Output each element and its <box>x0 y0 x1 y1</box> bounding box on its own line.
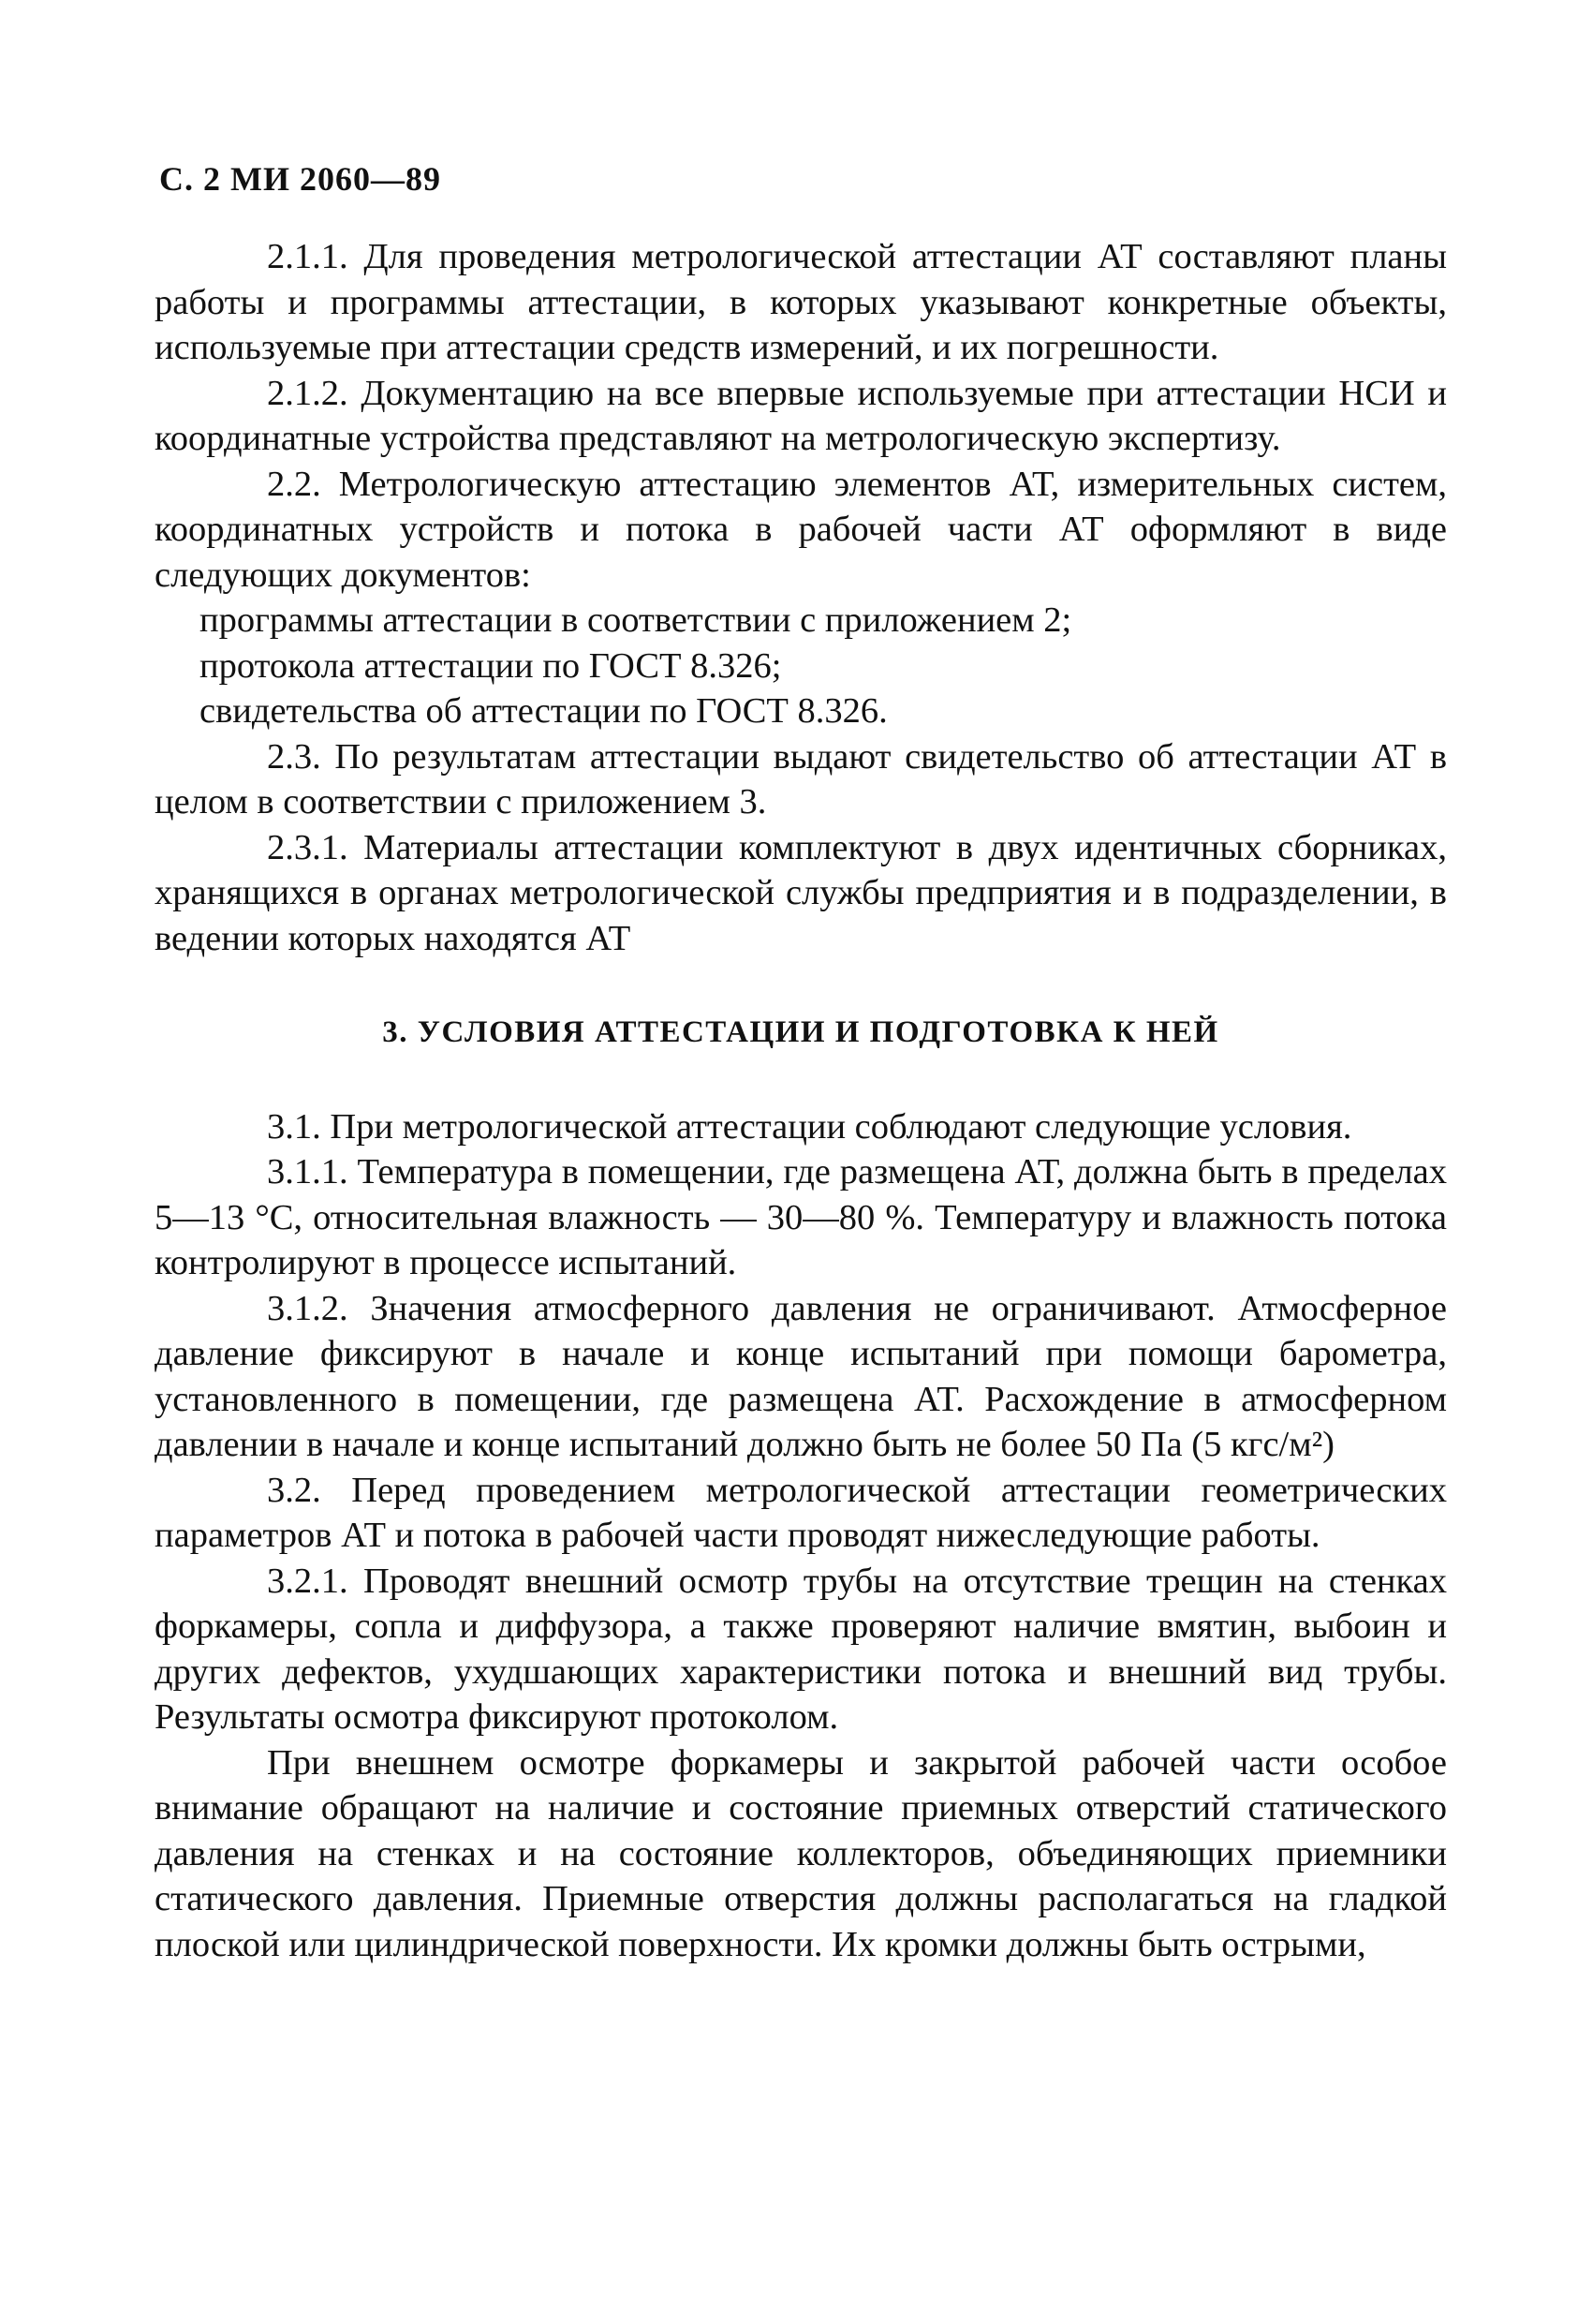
page-header: С. 2 МИ 2060—89 <box>159 160 441 198</box>
section-3-heading: 3. УСЛОВИЯ АТТЕСТАЦИИ И ПОДГОТОВКА К НЕЙ <box>382 1015 1219 1049</box>
paragraph-3-2: 3.2. Перед проведением метрологической аттестации геометрических параметров АТ и потока в рабочей части проводят нижеследующие работы. <box>155 1470 1447 1555</box>
paragraph-3-2-1: 3.2.1. Проводят внешний осмотр трубы на отсутствие трещин на стенках форкамеры, сопла и диффузора, а также проверяют наличие вмятин, выбоин и других дефектов, ухудшающих характеристики потока и внешний вид трубы. Результаты осмотра фиксируют протоколом. <box>155 1561 1447 1737</box>
paragraph-3-1-1: 3.1.1. Температура в помещении, где размещена АТ, должна быть в пределах 5—13 °С, относительная влажность — 30—80 %. Температуру и влажность потока контролируют в процессе испытаний. <box>155 1152 1447 1282</box>
document-body <box>155 234 1447 1967</box>
paragraph-3-1-2: 3.1.2. Значения атмосферного давления не ограничивают. Атмосферное давление фиксируют в начале и конце испытаний при помощи барометра, установленного в помещении, где размещена АТ. Расхождение в атмосферном давлении в начале и конце испытаний должно быть не более 50 Па (5 кгс/м²) <box>155 1288 1447 1464</box>
list-item-protocol: протокола аттестации по ГОСТ 8.326; <box>199 645 782 686</box>
paragraph-3-1: 3.1. При метрологической аттестации соблюдают следующие условия. <box>267 1106 1352 1147</box>
paragraph-2-3: 2.3. По результатам аттестации выдают свидетельство об аттестации АТ в целом в соответствии с приложением 3. <box>155 736 1447 822</box>
list-item-program: программы аттестации в соответствии с приложением 2; <box>199 600 1072 640</box>
paragraph-2-2: 2.2. Метрологическую аттестацию элементов АТ, измерительных систем, координатных устройств и потока в рабочей части АТ оформляют в виде следующих документов: <box>155 464 1447 595</box>
paragraph-2-1-2: 2.1.2. Документацию на все впервые используемые при аттестации НСИ и координатные устройства представляют на метрологическую экспертизу. <box>155 373 1447 458</box>
paragraph-2-1-1: 2.1.1. Для проведения метрологической аттестации АТ составляют планы работы и программы аттестации, в которых указывают конкретные объекты, используемые при аттестации средств измерений, и их погрешности. <box>155 237 1447 367</box>
list-item-certificate: свидетельства об аттестации по ГОСТ 8.326. <box>199 691 888 731</box>
paragraph-inspection: При внешнем осмотре форкамеры и закрытой рабочей части особое внимание обращают на наличие и состояние приемных отверстий статического давления на стенках и на состояние коллекторов, объединяющих приемники статического давления. Приемные отверстия должны располагаться на гладкой плоской или цилиндрической поверхности. Их кромки должны быть острыми, <box>155 1742 1447 1964</box>
paragraph-2-3-1: 2.3.1. Материалы аттестации комплектуют в двух идентичных сборниках, хранящихся в органах метрологической службы предприятия и в подразделении, в ведении которых находятся АТ <box>155 827 1447 958</box>
